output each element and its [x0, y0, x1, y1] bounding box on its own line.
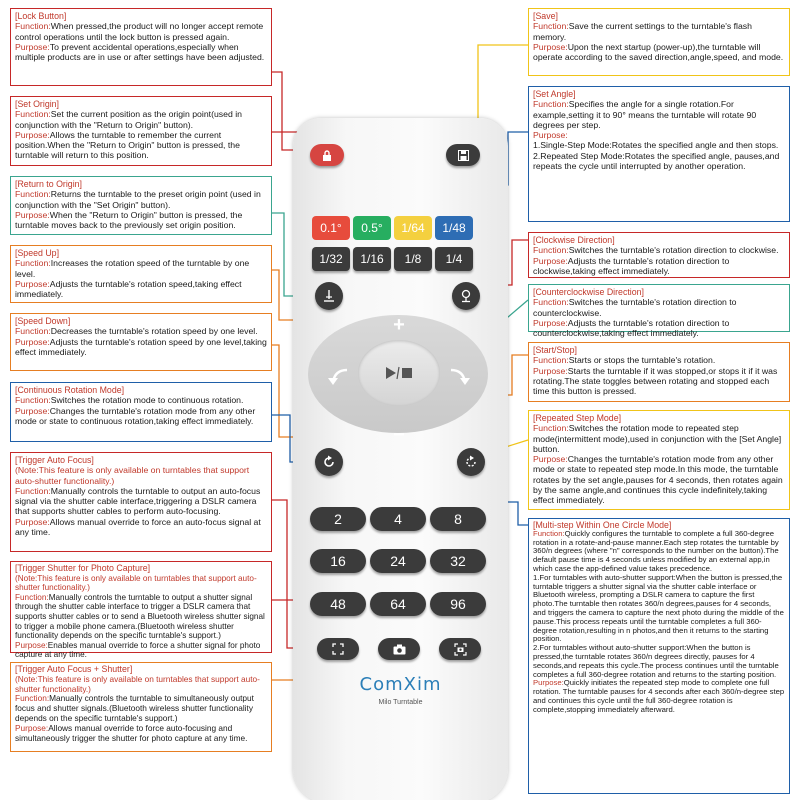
set-origin-button[interactable] [315, 282, 343, 310]
function-label: Function: [15, 592, 49, 602]
focus-shutter-button[interactable] [439, 638, 481, 660]
callout-set-origin [10, 96, 272, 166]
callout-title: [Speed Up] [15, 248, 60, 258]
angle-1-16-button[interactable]: 1/16 [353, 247, 391, 271]
function-label: Function: [533, 297, 569, 308]
function-text: Manually controls the turntable to output a shutter signal through the shutter cable interface to trigger a DSLR camera that supports shutter cables or to send a Bluetooth wireless shutter signal to trigger a mobile phone camera.(Bluetooth wireless shutter functionality depends on the specific turntable's support.) [15, 592, 265, 641]
angle-1-64-button[interactable]: 1/64 [394, 216, 432, 240]
save-button[interactable] [446, 144, 480, 166]
purpose-text: Adjusts the turntable's rotation speed by one level,taking effect immediately. [15, 336, 267, 357]
function-label: Function: [533, 355, 569, 366]
function-text: Switches the turntable's rotation direction to counterclockwise. [533, 297, 737, 318]
step-24-button[interactable]: 24 [370, 549, 426, 573]
function-label: Function: [533, 21, 569, 32]
callout-repeated-step [528, 410, 790, 510]
function-text: Manually controls the turntable to simultaneously output focus and shutter signals.(Bluetooth wireless shutter functionality depends on the specific turntable's support.) [15, 693, 254, 723]
function-text: Manually controls the turntable to output an auto-focus signal via the shutter cable interface,triggering a DSLR camera that supports shutter cables to perform auto-focusing. [15, 485, 261, 517]
purpose-text: Changes the turntable's rotation mode from any other mode or state to repeated step mode.In this mode, the turntable rotates by the set angle,pauses for 4 seconds, then rotates again by the same angle,and continues this cycle indefinitely,taking effect immediately. [533, 454, 783, 506]
angle-0.1-button[interactable]: 0.1° [312, 216, 350, 240]
start-stop-button[interactable] [358, 340, 440, 406]
purpose-text: Allows the turntable to remember the current position.When the "Return to Origin" button is pressed, the turntable will return to this position. [15, 129, 240, 161]
function-text: Switches the turntable's rotation direction to clockwise. [568, 245, 779, 256]
callout-title: [Lock Button] [15, 11, 67, 21]
callout-speed-down [10, 313, 272, 371]
function-text: Returns the turntable to the preset origin point (used in conjunction with the "Set Origin" button). [15, 189, 261, 210]
remote-control [293, 118, 508, 800]
function-text: Specifies the angle for a single rotation.For example,setting it to 90° means the turntable will rotate 90 degrees per step. [533, 99, 757, 130]
function-text: When pressed,the product will no longer accept remote control operations until the lock button is pressed again. [15, 21, 264, 42]
play-pause-icon [384, 365, 414, 381]
purpose-text: Allows manual override to force an auto-focus signal at any time. [15, 516, 261, 538]
function-text: Quickly configures the turntable to complete a full 360-degree rotation in a rotate-and-pause manner.Each step rotates the turntable by 360/n degrees (where "n" corresponds to the number on the button).The default pause time is 4 seconds unless modified by an external app,in which case the app-defined value takes precedence. [533, 528, 779, 573]
plus-icon: + [393, 313, 405, 336]
step-8-button[interactable]: 8 [430, 507, 486, 531]
callout-title: [Repeated Step Mode] [533, 413, 622, 423]
angle-1-48-button[interactable]: 1/48 [435, 216, 473, 240]
step-4-button[interactable]: 4 [370, 507, 426, 531]
purpose-label: Purpose: [533, 317, 568, 328]
callout-title: [Continuous Rotation Mode] [15, 385, 125, 395]
function-label: Function: [15, 109, 51, 120]
purpose-label: Purpose: [15, 516, 50, 527]
callout-title: [Clockwise Direction] [533, 235, 615, 245]
brand-logo: ComXim [359, 674, 442, 695]
repeated-step-item: 2.Repeated Step Mode:Rotates the specified angle, pauses,and repeats the cycle until interrupted by another operation. [533, 150, 780, 172]
purpose-label: Purpose: [533, 365, 568, 376]
angle-1-32-button[interactable]: 1/32 [312, 247, 350, 271]
angle-1-4-button[interactable]: 1/4 [435, 247, 473, 271]
detail-no-auto-shutter: 2.For turntables without auto-shutter support:When the button is pressed,the turntable rotates 360/n degrees directly, pauses for 4 seconds,and repeats this cycle.The process continues until the turntable completes a full 360-degree rotation and returns to the starting position. [533, 643, 779, 679]
callout-title: [Trigger Auto Focus + Shutter] [15, 664, 133, 674]
function-label: Function: [15, 326, 51, 337]
purpose-label: Purpose: [15, 405, 50, 416]
callout-title: [Start/Stop] [533, 345, 578, 355]
function-text: Decreases the turntable's rotation speed by one level. [50, 326, 258, 337]
callout-save [528, 8, 790, 76]
purpose-label: Purpose: [533, 41, 568, 52]
purpose-text: Adjusts the turntable's rotation direction to counterclockwise,taking effect immediately. [533, 317, 730, 339]
callout-lock [10, 8, 272, 86]
speed-down-button[interactable] [385, 424, 413, 446]
purpose-label: Purpose: [15, 278, 50, 289]
function-text: Save the current settings to the turntable's flash memory. [533, 21, 752, 42]
purpose-text: Quickly initiates the repeated step mode to complete one full rotation. The turntable pauses for 4 seconds after each 360/n-degree step and continues this cycle until the full 360-degree rotation is complete,stopping immediately afterward. [533, 678, 785, 714]
angle-1-8-button[interactable]: 1/8 [394, 247, 432, 271]
function-text: Switches the rotation mode to repeated step mode(intermittent mode),used in conjunction with the [Set Angle] button. [533, 423, 782, 454]
callout-clockwise [528, 232, 790, 278]
speed-up-button[interactable] [385, 314, 413, 336]
detail-auto-shutter: 1.For turntables with auto-shutter support:When the button is pressed,the turntable triggers a shutter signal via the shutter cable interface or Bluetooth wireless, prompting a DSLR camera to capture the first photo.The turntable then rotates 360/n degrees,pauses for 4 seconds, and triggers the camera to capture the next photo during the middle of the pause.This process repeats until the turntable completes a full 360-degree rotation,resulting in n photos,and then it returns to the starting position. [533, 572, 784, 644]
purpose-label: Purpose: [15, 41, 50, 52]
purpose-text: Changes the turntable's rotation mode from any other mode or state to continuous rotation,taking effect immediately. [15, 405, 256, 426]
callout-title: [Trigger Auto Focus] [15, 455, 94, 465]
callout-set-angle [528, 86, 790, 222]
lock-icon [322, 150, 332, 161]
callout-continuous [10, 382, 272, 442]
note-text: (Note:This feature is only available on turntables that support auto-shutter functionality.) [15, 573, 257, 593]
callout-return-origin [10, 176, 272, 235]
set-origin-icon [323, 289, 335, 303]
purpose-label: Purpose: [533, 678, 564, 688]
angle-0.5-button[interactable]: 0.5° [353, 216, 391, 240]
callout-autofocus [10, 452, 272, 552]
function-text: Set the current position as the origin point(used in conjunction with the "Return to Origin" button). [15, 109, 242, 130]
clockwise-arrow-icon [447, 364, 473, 388]
step-64-button[interactable]: 64 [370, 592, 426, 616]
camera-icon [393, 644, 406, 655]
callout-start-stop [528, 342, 790, 402]
return-origin-icon [460, 289, 472, 303]
shutter-button[interactable] [378, 638, 420, 660]
purpose-label: Purpose: [533, 130, 568, 141]
step-48-button[interactable]: 48 [310, 592, 366, 616]
purpose-text: When the "Return to Origin" button is pressed, the turntable moves back to the previously set origin position. [15, 209, 243, 231]
purpose-text: Upon the next startup (power-up),the turntable will operate according to the saved direction,angle,speed, and mode. [533, 41, 784, 63]
function-label: Function: [15, 258, 51, 269]
callout-title: [Multi-step Within One Circle Mode] [533, 520, 672, 530]
function-label: Function: [15, 395, 51, 406]
callout-speed-up [10, 245, 272, 303]
counterclockwise-arrow-icon [325, 364, 351, 388]
return-origin-button[interactable] [452, 282, 480, 310]
clockwise-button[interactable] [447, 364, 473, 388]
repeated-step-icon [464, 455, 478, 469]
note-text: (Note:This feature is only available on turntables that support auto-shutter functionality.) [15, 673, 260, 694]
minus-icon: − [393, 423, 405, 446]
step-32-button[interactable]: 32 [430, 549, 486, 573]
step-96-button[interactable]: 96 [430, 592, 486, 616]
purpose-label: Purpose: [15, 129, 50, 140]
lock-button[interactable] [310, 144, 344, 166]
purpose-text: Adjusts the turntable's rotation speed,taking effect immediately. [15, 278, 242, 300]
model-name: Milo Turntable [378, 699, 423, 706]
function-label: Function: [15, 21, 51, 32]
step-16-button[interactable]: 16 [310, 549, 366, 573]
function-label: Function: [15, 189, 51, 200]
purpose-text: Enables manual override to force a shutter signal for photo capture at any time. [15, 640, 261, 660]
note-text: (Note:This feature is only available on turntables that support auto-shutter functionality.) [15, 465, 250, 486]
callout-multistep [528, 518, 790, 794]
single-step-item: 1.Single-Step Mode:Rotates the specified angle and then stops. [533, 140, 779, 151]
autofocus-button[interactable] [317, 638, 359, 660]
purpose-label: Purpose: [533, 454, 568, 465]
function-label: Function: [533, 245, 569, 256]
purpose-text: Allows manual override to force auto-focusing and simultaneously trigger the shutter for photo capture at any time. [15, 722, 248, 743]
counterclockwise-button[interactable] [325, 364, 351, 388]
callout-focus-shutter [10, 662, 272, 752]
focus-frame-icon [332, 643, 344, 655]
purpose-label: Purpose: [15, 336, 50, 347]
callout-title: [Trigger Shutter for Photo Capture] [15, 563, 151, 573]
callout-title: [Counterclockwise Direction] [533, 287, 644, 297]
function-text: Starts or stops the turntable's rotation. [568, 355, 716, 366]
function-label: Function: [533, 423, 569, 434]
continuous-rotation-button[interactable] [315, 448, 343, 476]
purpose-text: Starts the turntable if it was stopped,or stops it if it was rotating.The state toggles between rotating and stopped each time this button is pressed. [533, 365, 778, 397]
function-label: Function: [15, 693, 50, 704]
repeated-step-button[interactable] [457, 448, 485, 476]
function-label: Function: [533, 528, 565, 538]
purpose-text: To prevent accidental operations,especially when multiple products are in use or after settings have been adjusted. [15, 41, 265, 63]
callout-title: [Return to Origin] [15, 179, 82, 189]
callout-title: [Speed Down] [15, 316, 71, 326]
callout-title: [Save] [533, 11, 558, 21]
continuous-rotation-icon [322, 455, 336, 469]
purpose-label: Purpose: [15, 722, 49, 733]
purpose-text: Adjusts the turntable's rotation direction to clockwise,taking effect immediately. [533, 255, 730, 276]
function-label: Function: [533, 99, 569, 110]
purpose-label: Purpose: [533, 255, 568, 266]
step-2-button[interactable]: 2 [310, 507, 366, 531]
purpose-label: Purpose: [15, 209, 50, 220]
function-text: Switches the rotation mode to continuous rotation. [50, 395, 244, 406]
function-text: Increases the rotation speed of the turntable by one level. [15, 258, 250, 279]
purpose-label: Purpose: [15, 640, 48, 650]
callout-title: [Set Angle] [533, 89, 576, 99]
function-label: Function: [15, 485, 51, 496]
callout-title: [Set Origin] [15, 99, 60, 109]
callout-counterclockwise [528, 284, 790, 339]
focus-camera-icon [454, 643, 467, 656]
callout-shutter [10, 561, 272, 660]
save-disk-icon [458, 150, 469, 161]
